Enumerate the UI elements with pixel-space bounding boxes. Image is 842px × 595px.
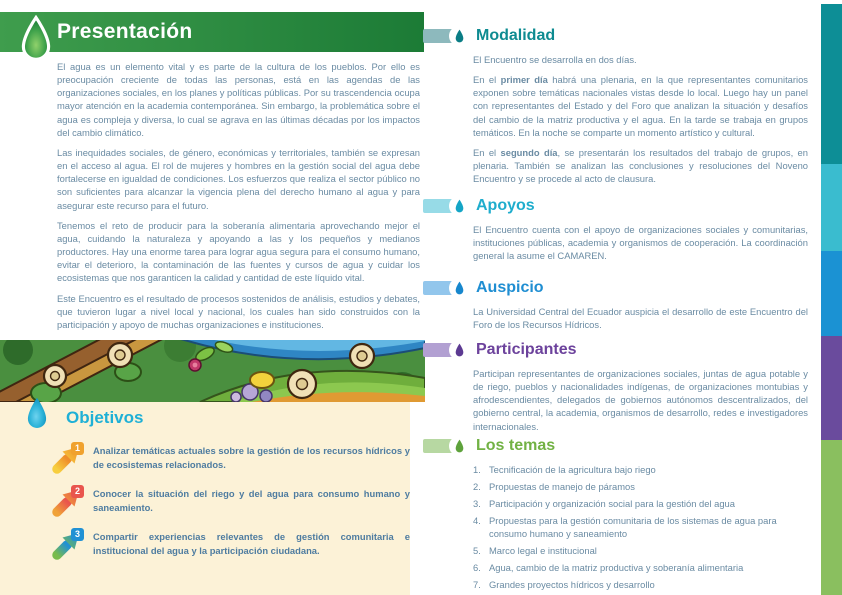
item-number: 1 [71,442,84,455]
paragraph: Este Encuentro es el resultado de procesos sostenidos de análisis, estudios y debates, que tuvieron lugar a nivel local y nacional, los cuales han sido construidos con la participación y apoyo de muchas organizaciones e instituciones. [57,292,420,330]
section-text [473,305,808,331]
section-auspicio [423,278,809,338]
list-item: 7. Grandes proyectos hídricos y desarrollo [473,578,655,590]
item-number: 3 [71,528,84,541]
section-title: Los temas [476,437,556,454]
paragraph: Las inequidades sociales, de género, económicas y territoriales, también se expresan en el acceso al agua. El rol de mujeres y hombres en la gestión social del agua debe fortalecerse en igualdad de condiciones. Los esfuerzos que realiza el sector público no son suficientes para alcanzar la vigencia plena del derecho humano al agua y para asegurar este recurso para el futuro. [57,146,420,211]
hat-icon [288,370,316,398]
list-item [52,487,410,517]
paragraph: El Encuentro cuenta con el apoyo de organizaciones sociales y comunitarias, instituciones públicas, academia y organismos de cooperación. La coordinación general la asume el CAMAREN. [473,224,808,262]
mural-illustration [0,340,425,402]
water-drop-icon [18,15,54,65]
objective-text: Conocer la situación del riego y del agua para consumo humano y saneamiento. [93,488,410,514]
objetivos-list [52,444,410,573]
paragraph: La Universidad Central del Ecuador auspicia el desarrollo de este Encuentro del Foro de los Recursos Hídricos. [473,306,808,331]
paragraph: El agua es un elemento vital y es parte de la cultura de los pueblos. Por ello es preocupación creciente de todas las personas, está en las agendas de las organizaciones sociales, en los planes y políticas públicas. Por su trascendencia ocupa mayor atención en la academia contemporánea. Sin embargo, la problemática sobre el agua es compleja y diversa, lo cual se agrava en las últimas décadas por los impactos del cambio climático. [57,61,420,138]
water-drop-icon [423,196,469,216]
list-item [52,530,410,560]
presentacion-text [57,60,420,338]
paragraph: En el segundo día, se presentarán los resultados del trabajo de grupos, en plenaria. También se analizan las conclusiones y resoluciones del Noveno Encuentro y se procede al acto de clausura. [473,146,808,185]
section-title: Modalidad [476,27,556,44]
presentacion-banner [0,12,424,52]
side-color-bar-purple [821,336,842,440]
list-item: 1. Tecnificación de la agricultura bajo riego [473,464,656,475]
section-apoyos [423,196,809,269]
water-drop-icon [423,278,469,298]
water-drop-icon [423,26,469,46]
paragraph: En el primer día habrá una plenaria, en la que representantes comunitarios exponen sobre temáticas nacionales vistas desde lo local. Luego hay un panel con representantes del Estado y del Foro que analizan la situación y desafíos del cambio de la matriz productiva y el agua. En la tarde se trabaja en grupos temáticos. En la noche se comparte un momento artístico y cultural. [473,74,808,138]
water-drop-icon [423,436,469,456]
hat-icon [350,344,374,368]
section-text [473,367,808,433]
temas-list [473,464,808,592]
section-participantes [423,340,809,440]
side-color-bar-green [821,440,842,595]
water-drop-icon [423,340,469,360]
hat-icon [108,343,132,367]
paragraph: Tenemos el reto de producir para la soberanía alimentaria aprovechando mejor el agua, cuidando la naturaleza y apoyando a las y los pequeños y medianos productores. Hay una enorme tarea para lograr agua segura para el consumo humano, evitar el deterioro, la contaminación de las fuentes y cursos de agua y cuidar los ecosistemas que nos garanticen la calidad y cantidad de este líquido vital. [57,219,420,284]
arrow-icon [52,530,82,560]
paragraph: El Encuentro se desarrolla en dos días. [473,54,637,65]
section-modalidad [423,26,809,192]
arrow-icon [52,487,82,517]
hat-icon [44,365,66,387]
section-los-temas [423,436,809,595]
list-item: 6. Agua, cambio de la matriz productiva y soberanía alimentaria [473,561,744,573]
list-item: 2. Propuestas de manejo de páramos [473,480,635,492]
side-color-bar-blue [821,251,842,336]
section-title: Participantes [476,341,577,358]
item-number: 2 [71,485,84,498]
section-text [473,223,808,262]
section-title: Auspicio [476,279,544,296]
arrow-icon [52,444,82,474]
side-color-bar-cyan [821,164,842,251]
list-item [52,444,410,474]
page-title: Presentación [57,20,193,43]
objective-text: Analizar temáticas actuales sobre la gestión de los recursos hídricos y de ecosistemas relacionados. [93,445,410,471]
paragraph: Participan representantes de organizaciones sociales, juntas de agua potable y de riego, pueblos y nacionalidades indígenas, de organizaciones montubias y afrodescendientes, delegados de gobiernos autónomos descentralizados, del gobierno central, la academia, organismos de desarrollo, redes e investigadores internacionales. [473,368,808,432]
section-title: Apoyos [476,197,535,214]
water-drop-icon [24,396,50,432]
list-item: 5. Marco legal e institucional [473,544,597,556]
objetivos-title: Objetivos [66,408,144,427]
side-color-bar-teal [821,4,842,164]
section-text [473,53,808,185]
list-item: 4. Propuestas para la gestión comunitaria de los sistemas de agua para consumo humano y saneamiento [473,514,777,539]
objective-text: Compartir experiencias relevantes de gestión comunitaria e institucional del agua y la participación ciudadana. [93,531,410,557]
list-item: 3. Participación y organización social para la gestión del agua [473,497,735,509]
